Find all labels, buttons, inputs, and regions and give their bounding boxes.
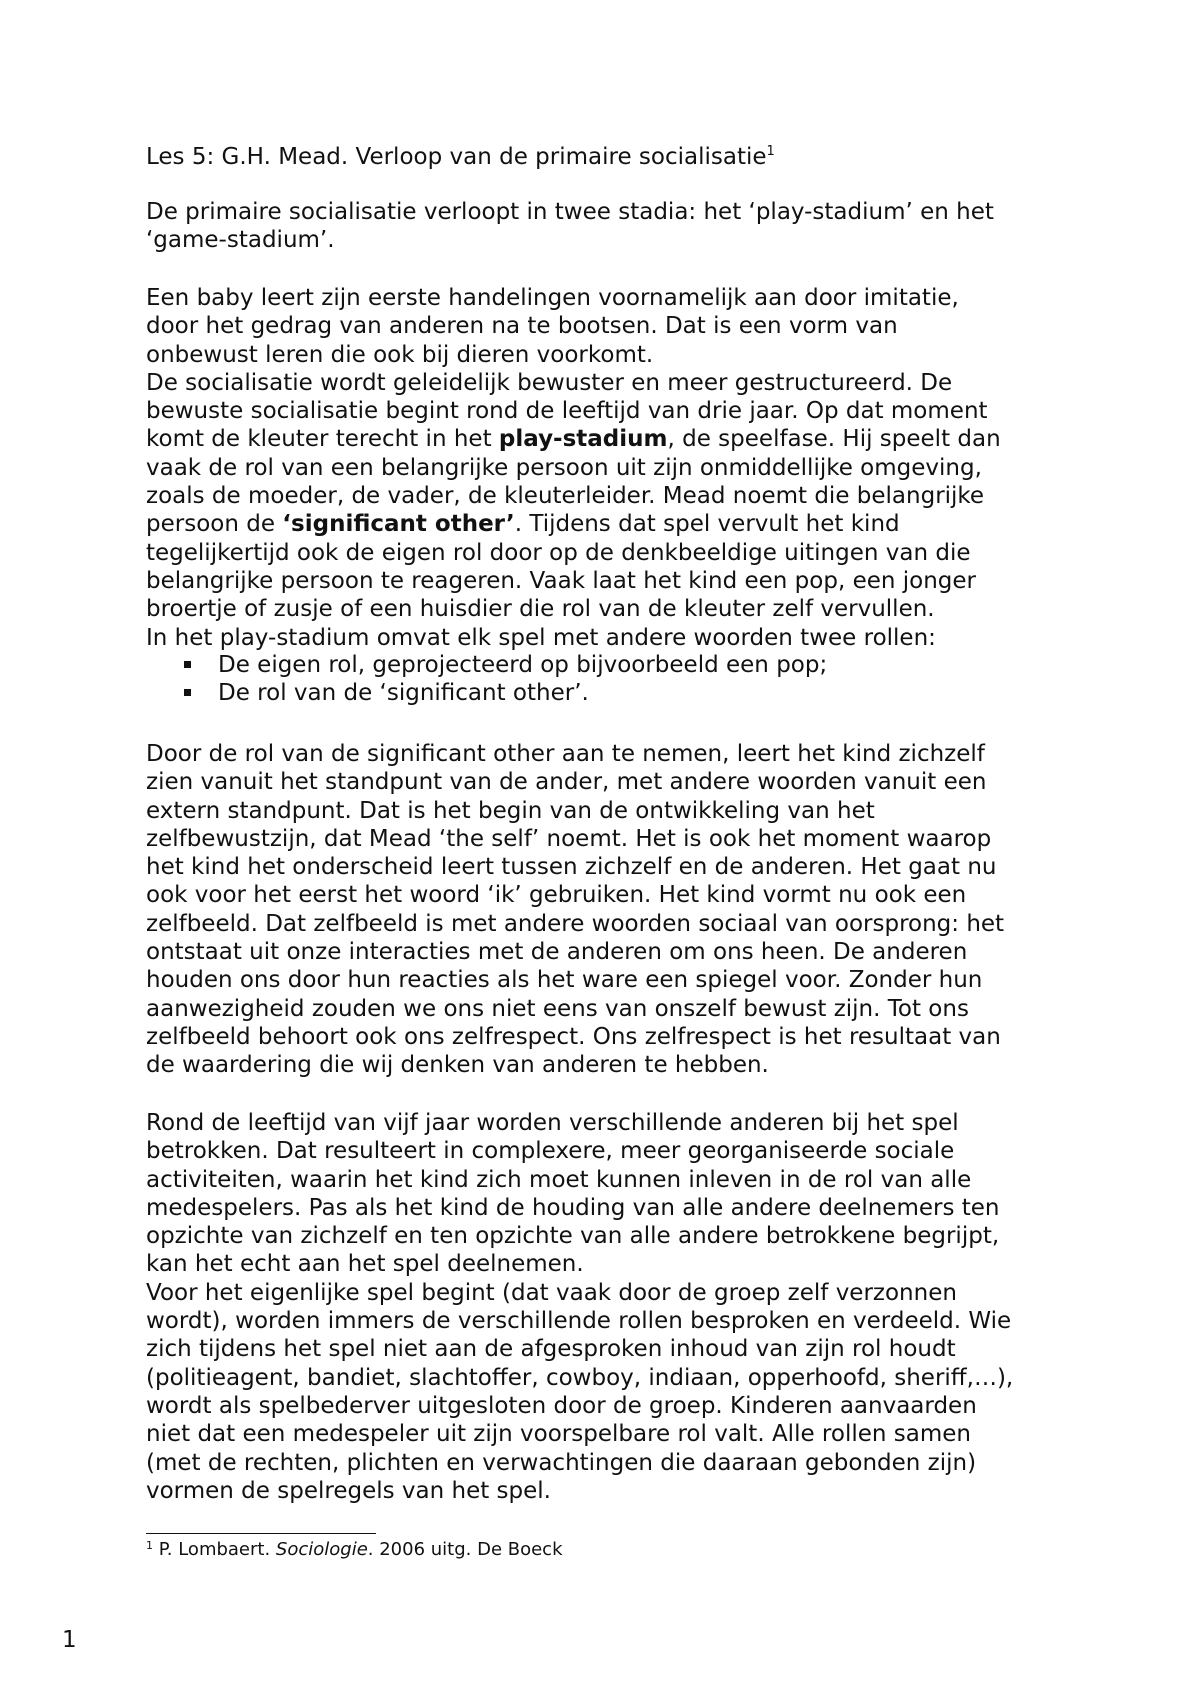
text-line: zoals de moeder, de vader, de kleuterleider. Mead noemt die belangrijke — [146, 483, 985, 510]
text-line: kan het echt aan het spel deelnemen. — [146, 1251, 584, 1278]
text-line: activiteiten, waarin het kind zich moet kunnen inleven in de rol van alle — [146, 1166, 972, 1193]
term-significant-other: ‘significant other’ — [282, 511, 515, 538]
paragraph-self — [146, 740, 1076, 1080]
text-line: ‘game-stadium’. — [146, 227, 335, 254]
text-line: Rond de leeftijd van vijf jaar worden verschillende anderen bij het spel — [146, 1110, 959, 1136]
text-line: aanwezigheid zouden we ons niet eens van onszelf bewust zijn. Tot ons — [146, 995, 969, 1022]
footnote — [146, 1539, 563, 1561]
text-line: ontstaat uit onze interacties met de anderen om ons heen. De anderen — [146, 939, 968, 966]
term-play-stadium: play-stadium — [498, 426, 668, 453]
text-line: extern standpunt. Dat is het begin van de ontwikkeling van het — [146, 797, 875, 824]
text-line: Een baby leert zijn eerste handelingen voornamelijk aan door imitatie, — [146, 285, 959, 311]
square-bullet-icon — [184, 689, 191, 696]
text-line: ook voor het eerst het woord ‘ik’ gebruiken. Het kind vormt nu ook een — [146, 882, 967, 909]
text-line: De primaire socialisatie verloopt in twee stadia: het ‘play-stadium’ en het — [146, 199, 994, 225]
text-line: opzichte van zichzelf en ten opzichte van alle andere betrokkene begrijpt, — [146, 1223, 1000, 1250]
text-line: het kind het onderscheid leert tussen zichzelf en de anderen. Het gaat nu — [146, 854, 997, 881]
list-item — [146, 651, 1076, 679]
text-line: medespelers. Pas als het kind de houding van alle andere deelnemers ten — [146, 1194, 1000, 1221]
paragraph-game-stadium — [146, 1109, 1076, 1505]
text-fragment: , de speelfase. Hij speelt dan — [667, 426, 1001, 453]
text-line: zelfbeeld behoort ook ons zelfrespect. Ons zelfrespect is het resultaat van — [146, 1023, 1001, 1050]
page-number: 1 — [62, 1627, 77, 1653]
text-line: bewuste socialisatie begint rond de leeftijd van drie jaar. Op dat moment — [146, 398, 988, 425]
text-line: zelfbewustzijn, dat Mead ‘the self’ noemt. Het is ook het moment waarop — [146, 825, 992, 852]
list-item — [146, 679, 1076, 707]
footnote-reference[interactable]: 1 — [766, 144, 775, 159]
intro-paragraph — [146, 198, 1076, 255]
text-line: vaak de rol van een belangrijke persoon uit zijn onmiddellijke omgeving, — [146, 454, 982, 481]
footnote-separator — [146, 1533, 376, 1534]
page-title — [146, 143, 1076, 171]
text-line: (met de rechten, plichten en verwachtingen die daaraan gebonden zijn) — [146, 1449, 977, 1476]
text-line: Voor het eigenlijke spel begint (dat vaak door de groep zelf verzonnen — [146, 1279, 957, 1306]
text-line: In het play-stadium omvat elk spel met andere woorden twee rollen: — [146, 624, 936, 651]
footnote-book-title: Sociologie — [275, 1539, 368, 1560]
title-text: Les 5: G.H. Mead. Verloop van de primaire socialisatie — [146, 144, 767, 170]
footnote-number: 1 — [146, 1539, 153, 1552]
paragraph-play-stadium — [146, 284, 1076, 652]
text-line: zelfbeeld. Dat zelfbeeld is met andere woorden sociaal van oorsprong: het — [146, 910, 1005, 937]
text-line: betrokken. Dat resulteert in complexere, meer georganiseerde sociale — [146, 1138, 955, 1165]
text-fragment: persoon de — [146, 511, 283, 538]
list-item-text: De rol van de ‘significant other’. — [218, 680, 589, 707]
text-line — [146, 425, 1076, 453]
text-line: de waardering die wij denken van anderen te hebben. — [146, 1052, 769, 1079]
footnote-author: P. Lombaert. — [153, 1539, 276, 1560]
text-line: niet dat een medespeler uit zijn voorspelbare rol valt. Alle rollen samen — [146, 1421, 971, 1448]
text-line: (politieagent, bandiet, slachtoffer, cowboy, indiaan, opperhoofd, sheriff,…), — [146, 1364, 1014, 1391]
text-line: zich tijdens het spel niet aan de afgesproken inhoud van zijn rol houdt — [146, 1336, 956, 1363]
text-line: onbewust leren die ook bij dieren voorkomt. — [146, 341, 654, 368]
text-line: tegelijkertijd ook de eigen rol door op de denkbeeldige uitingen van die — [146, 539, 971, 566]
bullet-list — [146, 651, 1076, 708]
text-line: vormen de spelregels van het spel. — [146, 1477, 551, 1504]
text-fragment: komt de kleuter terecht in het — [146, 426, 499, 453]
text-line: wordt), worden immers de verschillende rollen besproken en verdeeld. Wie — [146, 1308, 1012, 1335]
text-line: Door de rol van de significant other aan te nemen, leert het kind zichzelf — [146, 741, 985, 767]
text-line: belangrijke persoon te reageren. Vaak laat het kind een pop, een jonger — [146, 567, 976, 594]
list-item-text: De eigen rol, geprojecteerd op bijvoorbeeld een pop; — [218, 652, 828, 678]
text-line: De socialisatie wordt geleidelijk bewuster en meer gestructureerd. De — [146, 369, 953, 396]
text-fragment: . Tijdens dat spel vervult het kind — [514, 511, 900, 538]
square-bullet-icon — [184, 661, 191, 668]
footnote-publication: . 2006 uitg. De Boeck — [367, 1539, 563, 1560]
text-line: zien vanuit het standpunt van de ander, met andere woorden vanuit een — [146, 769, 987, 796]
text-line: broertje of zusje of een huisdier die rol van de kleuter zelf vervullen. — [146, 596, 935, 623]
text-line: houden ons door hun reacties als het ware een spiegel voor. Zonder hun — [146, 967, 983, 994]
text-line — [146, 510, 1076, 538]
text-line: wordt als spelbederver uitgesloten door de groep. Kinderen aanvaarden — [146, 1392, 977, 1419]
text-line: door het gedrag van anderen na te bootsen. Dat is een vorm van — [146, 313, 898, 340]
